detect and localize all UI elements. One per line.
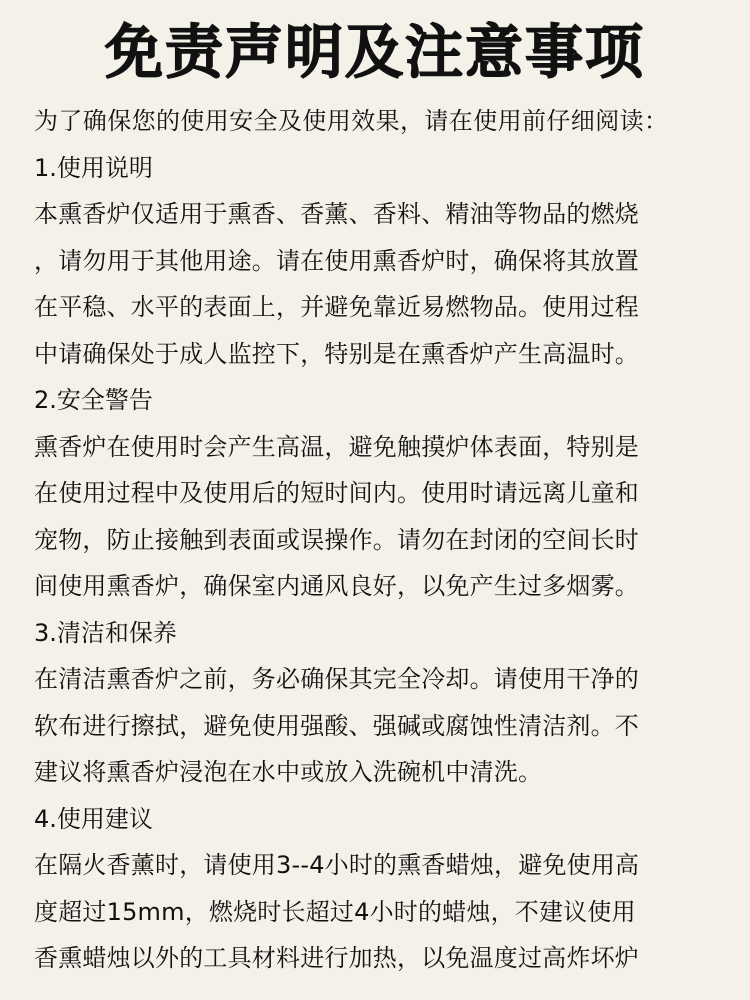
paragraph-line: 间使用熏香炉，确保室内通风良好，以免产生过多烟雾。 <box>34 572 639 600</box>
paragraph-line: 香熏蜡烛以外的工具材料进行加热，以免温度过高炸坏炉 <box>34 944 639 972</box>
paragraph-line: 度超过15mm，燃烧时长超过4小时的蜡烛，不建议使用 <box>34 897 636 926</box>
page-title: 免责声明及注意事项 <box>104 18 645 86</box>
paragraph-line: 中请确保处于成人监控下，特别是在熏香炉产生高温时。 <box>34 339 639 368</box>
section-usage-instructions <box>34 145 716 378</box>
paragraph-line: 在隔火香薰时，请使用3--4小时的熏香蜡烛，避免使用高 <box>34 851 640 879</box>
section-safety-warning <box>34 377 716 610</box>
paragraph-line: 在平稳、水平的表面上，并避免靠近易燃物品。使用过程 <box>34 293 639 321</box>
paragraph-line: 本熏香炉仅适用于熏香、香薰、香料、精油等物品的燃烧 <box>34 200 639 228</box>
section-heading: 2.安全警告 <box>34 386 153 414</box>
section-cleaning-care <box>34 610 716 796</box>
section-heading: 1.使用说明 <box>34 153 153 182</box>
paragraph-line: 在使用过程中及使用后的短时间内。使用时请远离儿童和 <box>34 479 639 507</box>
section-usage-suggestions <box>34 796 716 982</box>
paragraph-line: ，请勿用于其他用途。请在使用熏香炉时，确保将其放置 <box>34 246 639 275</box>
section-heading: 4.使用建议 <box>34 804 153 833</box>
disclaimer-content <box>34 98 716 982</box>
paragraph-line: 建议将熏香炉浸泡在水中或放入洗碗机中清洗。 <box>34 758 543 786</box>
paragraph-line: 软布进行擦拭，避免使用强酸、强碱或腐蚀性清洁剂。不 <box>34 711 639 740</box>
paragraph-line: 在清洁熏香炉之前，务必确保其完全冷却。请使用干净的 <box>34 665 639 693</box>
section-heading: 3.清洁和保养 <box>34 618 177 647</box>
paragraph-line: 宠物，防止接触到表面或误操作。请勿在封闭的空间长时 <box>34 525 639 554</box>
intro-text: 为了确保您的使用安全及使用效果，请在使用前仔细阅读： <box>34 107 669 135</box>
paragraph-line: 熏香炉在使用时会产生高温，避免触摸炉体表面，特别是 <box>34 432 639 461</box>
